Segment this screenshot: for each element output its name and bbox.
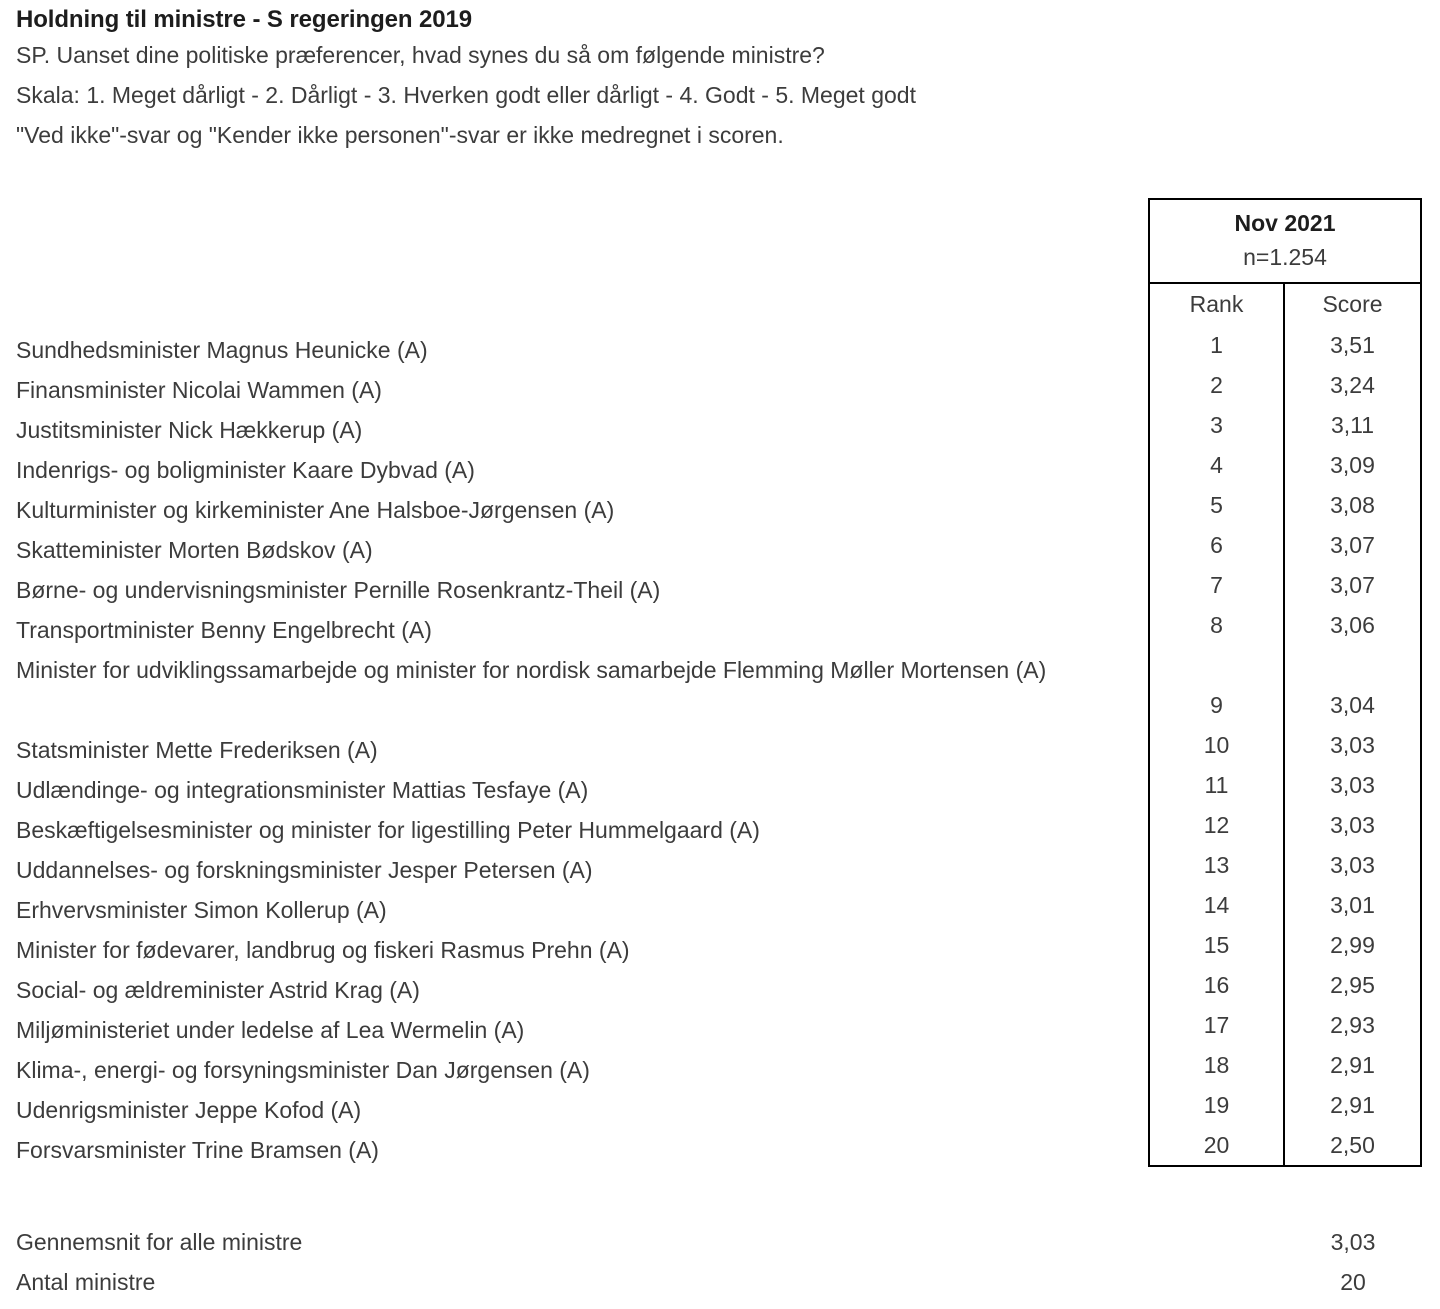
period-label: Nov 2021 bbox=[1234, 210, 1336, 236]
table-cell-rank: 20 bbox=[1203, 1132, 1230, 1158]
table-cell-rank: 15 bbox=[1203, 932, 1230, 958]
table-row-label: Børne- og undervisningsminister Pernille Rosenkrantz-Theil (A) bbox=[16, 577, 661, 603]
table-cell-score: 2,95 bbox=[1330, 972, 1375, 998]
sample-size-label: n=1.254 bbox=[1243, 244, 1327, 270]
table-cell-rank: 10 bbox=[1203, 732, 1230, 758]
table-cell-score: 3,04 bbox=[1330, 692, 1375, 718]
table-row-label: Beskæftigelsesminister og minister for ligestilling Peter Hummelgaard (A) bbox=[16, 817, 760, 843]
table-cell-score: 3,03 bbox=[1330, 852, 1375, 878]
table-cell-score: 3,03 bbox=[1330, 772, 1375, 798]
table-cell-rank: 8 bbox=[1210, 612, 1223, 638]
table-cell-score: 3,51 bbox=[1330, 332, 1375, 358]
table-cell-score: 3,03 bbox=[1330, 732, 1375, 758]
report-header bbox=[16, 4, 1416, 155]
table-row-label: Forsvarsminister Trine Bramsen (A) bbox=[16, 1137, 379, 1163]
table-cell-score: 2,99 bbox=[1330, 932, 1375, 958]
table-row-label: Sundhedsminister Magnus Heunicke (A) bbox=[16, 337, 428, 363]
table-cell-score: 2,91 bbox=[1330, 1052, 1375, 1078]
table-row-label: Justitsminister Nick Hækkerup (A) bbox=[16, 417, 363, 443]
table-body bbox=[1150, 284, 1420, 1165]
summary-row bbox=[16, 1222, 1422, 1262]
table-cell-rank: 13 bbox=[1203, 852, 1230, 878]
table-cell-spacer bbox=[1150, 645, 1283, 685]
table-cell-score: 3,07 bbox=[1330, 532, 1375, 558]
table-row-label: Finansminister Nicolai Wammen (A) bbox=[16, 377, 382, 403]
score-table bbox=[1148, 198, 1422, 1167]
table-cell-score: 2,93 bbox=[1330, 1012, 1375, 1038]
summary-row-label: Gennemsnit for alle ministre bbox=[16, 1229, 303, 1255]
table-cell-rank: 12 bbox=[1203, 812, 1230, 838]
table-row-label: Kulturminister og kirkeminister Ane Halsboe-Jørgensen (A) bbox=[16, 497, 615, 523]
table-cell-rank: 2 bbox=[1210, 372, 1223, 398]
survey-note: "Ved ikke"-svar og "Kender ikke personen"-svar er ikke medregnet i scoren. bbox=[16, 122, 784, 148]
table-cell-rank: 19 bbox=[1203, 1092, 1230, 1118]
table-row-label: Indenrigs- og boligminister Kaare Dybvad (A) bbox=[16, 457, 475, 483]
table-cell-score: 3,03 bbox=[1330, 812, 1375, 838]
table-cell-rank: 1 bbox=[1210, 332, 1223, 358]
score-column bbox=[1285, 284, 1420, 1165]
table-row-label: Transportminister Benny Engelbrecht (A) bbox=[16, 617, 432, 643]
summary-row-value: 3,03 bbox=[1330, 1229, 1376, 1255]
table-cell-rank: 16 bbox=[1203, 972, 1230, 998]
table-cell-rank: 17 bbox=[1203, 1012, 1230, 1038]
table-cell-score: 2,91 bbox=[1330, 1092, 1375, 1118]
table-row-label: Udenrigsminister Jeppe Kofod (A) bbox=[16, 1097, 362, 1123]
table-cell-rank: 4 bbox=[1210, 452, 1223, 478]
table-cell-score: 3,11 bbox=[1330, 412, 1375, 438]
table-cell-score: 3,24 bbox=[1330, 372, 1375, 398]
column-header-score: Score bbox=[1322, 291, 1383, 317]
summary-row-value: 20 bbox=[1340, 1269, 1366, 1295]
summary-row bbox=[16, 1262, 1422, 1302]
page-title: Holdning til ministre - S regeringen 2019 bbox=[16, 6, 472, 33]
table-cell-rank: 11 bbox=[1204, 772, 1229, 798]
survey-scale: Skala: 1. Meget dårligt - 2. Dårligt - 3. Hverken godt eller dårligt - 4. Godt - 5. Meget godt bbox=[16, 82, 916, 108]
survey-question: SP. Uanset dine politiske præferencer, hvad synes du så om følgende ministre? bbox=[16, 42, 825, 68]
column-header-rank: Rank bbox=[1189, 291, 1244, 317]
table-cell-rank: 14 bbox=[1203, 892, 1230, 918]
table-row-label: Minister for fødevarer, landbrug og fiskeri Rasmus Prehn (A) bbox=[16, 937, 630, 963]
table-cell-score: 2,50 bbox=[1330, 1132, 1375, 1158]
summary-section bbox=[16, 1222, 1422, 1302]
table-cell-score: 3,07 bbox=[1330, 572, 1375, 598]
table-cell-score: 3,08 bbox=[1330, 492, 1375, 518]
table-cell-rank: 18 bbox=[1203, 1052, 1230, 1078]
summary-row-label: Antal ministre bbox=[16, 1269, 156, 1295]
table-cell-score: 3,01 bbox=[1330, 892, 1375, 918]
table-row-label: Social- og ældreminister Astrid Krag (A) bbox=[16, 977, 420, 1003]
table-row-label: Erhvervsminister Simon Kollerup (A) bbox=[16, 897, 387, 923]
table-row-label: Uddannelses- og forskningsminister Jesper Petersen (A) bbox=[16, 857, 593, 883]
table-cell-rank: 7 bbox=[1210, 572, 1223, 598]
table-row-label: Miljøministeriet under ledelse af Lea Wermelin (A) bbox=[16, 1017, 525, 1043]
table-row-label: Skatteminister Morten Bødskov (A) bbox=[16, 537, 373, 563]
minister-label-column bbox=[16, 330, 1122, 1170]
table-row-label: Udlændinge- og integrationsminister Mattias Tesfaye (A) bbox=[16, 777, 589, 803]
table-cell-spacer bbox=[1285, 645, 1420, 685]
table-cell-rank: 6 bbox=[1210, 532, 1223, 558]
table-row-label: Statsminister Mette Frederiksen (A) bbox=[16, 737, 378, 763]
rank-column bbox=[1150, 284, 1285, 1165]
table-period-header bbox=[1150, 200, 1420, 284]
table-cell-rank: 3 bbox=[1210, 412, 1223, 438]
table-cell-rank: 5 bbox=[1210, 492, 1223, 518]
table-row-label: Minister for udviklingssamarbejde og minister for nordisk samarbejde Flemming Møller Mortensen (A) bbox=[16, 657, 1047, 683]
table-cell-score: 3,06 bbox=[1330, 612, 1375, 638]
table-cell-score: 3,09 bbox=[1330, 452, 1375, 478]
table-cell-rank: 9 bbox=[1210, 692, 1223, 718]
table-row-label: Klima-, energi- og forsyningsminister Dan Jørgensen (A) bbox=[16, 1057, 590, 1083]
